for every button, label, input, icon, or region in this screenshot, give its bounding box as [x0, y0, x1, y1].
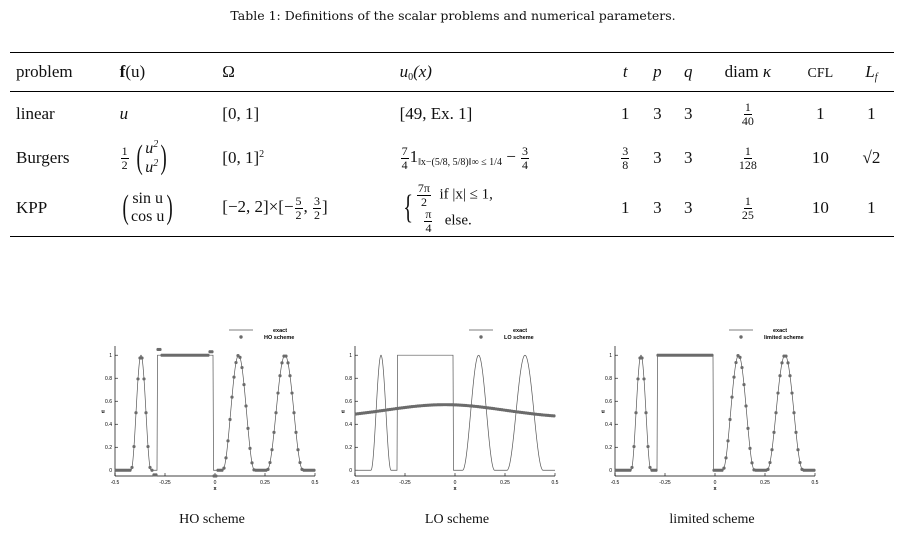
case1-den: 2	[420, 194, 427, 209]
data-point	[640, 356, 643, 359]
data-point	[158, 348, 161, 351]
domain-frac-2	[313, 195, 321, 221]
y-tick-label: 0.2	[605, 445, 612, 452]
legend-scheme-label: HO scheme	[264, 335, 295, 341]
u0-cases	[416, 182, 493, 234]
cell-flux	[114, 180, 217, 237]
u0-fraction-2	[521, 145, 529, 171]
chart-lo	[335, 316, 569, 502]
x-tick-label: -0.25	[659, 480, 671, 486]
data-point	[294, 431, 297, 434]
data-point	[738, 356, 741, 359]
legend-scheme-label: limited scheme	[764, 335, 804, 341]
x-axis-label: x	[213, 486, 217, 492]
data-point	[228, 418, 231, 421]
chart-lo-svg	[335, 316, 569, 502]
cell-flux: u	[119, 104, 129, 123]
data-point	[312, 469, 315, 472]
y-axis-label: u	[341, 409, 345, 415]
x-tick-label: 0.25	[760, 480, 770, 486]
case1-fraction	[417, 182, 431, 208]
header-u0-arg: (x)	[413, 61, 432, 81]
data-point	[746, 427, 749, 430]
domain-f1-den: 2	[295, 207, 302, 222]
cell-diam	[704, 136, 792, 180]
data-point	[136, 377, 139, 380]
cell-domain	[216, 180, 393, 237]
y-tick-label: 0.8	[105, 376, 112, 383]
u0-fraction	[401, 145, 409, 171]
y-tick-label: 0.6	[345, 399, 352, 406]
u0-minus: −	[506, 146, 516, 166]
domain-mid: ,	[303, 197, 313, 217]
flux-vector: ( sin u cos u )	[122, 189, 174, 227]
data-point	[278, 374, 281, 377]
legend-marker-swatch	[239, 335, 242, 338]
legend-marker-swatch	[739, 335, 742, 338]
data-point	[646, 445, 649, 448]
x-tick-label: 0	[453, 480, 457, 486]
header-cfl	[792, 53, 849, 92]
header-t: t	[622, 62, 628, 81]
case-2	[416, 208, 493, 234]
data-point	[784, 354, 787, 357]
data-point	[296, 448, 299, 451]
data-point	[284, 354, 287, 357]
y-tick-label: 0.6	[105, 399, 112, 406]
u0-frac2-num: 3	[522, 143, 529, 158]
flux-top: u	[145, 139, 154, 157]
cell-p: 3	[653, 198, 662, 218]
data-point	[132, 445, 135, 448]
flux-bottom: u	[145, 159, 154, 176]
header-diam-label: diam	[724, 62, 759, 81]
data-point	[154, 473, 157, 476]
data-point	[644, 411, 647, 414]
y-axis-label: u	[601, 409, 605, 415]
data-point	[134, 411, 137, 414]
data-point	[240, 366, 243, 369]
y-tick-label: 0.2	[345, 445, 352, 452]
header-flux-symbol: f	[119, 62, 126, 81]
cell-problem: KPP	[16, 198, 48, 218]
flux-top: sin u	[132, 189, 163, 207]
header-cfl-label: CFL	[807, 66, 834, 81]
domain-end: ]	[322, 197, 328, 217]
cell-problem: linear	[16, 104, 55, 123]
domain-f2-num: 3	[314, 194, 321, 209]
header-problem: problem	[16, 62, 73, 81]
flux-bottom: cos u	[130, 208, 165, 226]
x-tick-label: 0.25	[500, 480, 510, 486]
data-point	[280, 361, 283, 364]
data-point	[226, 439, 229, 442]
data-point	[654, 469, 657, 472]
data-point	[142, 377, 145, 380]
cell-problem: Burgers	[16, 148, 70, 167]
x-tick-label: 0	[213, 480, 217, 486]
data-point	[230, 396, 233, 399]
flux-frac-den: 2	[121, 157, 128, 172]
y-tick-label: 0	[609, 468, 612, 475]
data-point	[812, 469, 815, 472]
data-point	[628, 469, 631, 472]
flux-fraction	[121, 145, 129, 171]
table-row-kpp	[10, 180, 894, 237]
cell-lf: 1	[867, 104, 876, 123]
header-domain: Ω	[222, 62, 235, 81]
data-point	[750, 461, 753, 464]
data-point	[274, 411, 277, 414]
data-point	[788, 374, 791, 377]
header-flux-arg: (u)	[125, 62, 146, 81]
data-point	[272, 431, 275, 434]
table-header-row	[10, 53, 894, 92]
legend-marker-swatch	[479, 335, 482, 338]
header-flux	[114, 53, 217, 92]
data-point	[232, 376, 235, 379]
cell-cfl: 1	[816, 104, 825, 123]
data-point	[286, 361, 289, 364]
data-point	[144, 411, 147, 414]
data-point	[730, 396, 733, 399]
cell-cfl: 10	[811, 148, 829, 167]
cell-initial-condition	[394, 136, 609, 180]
data-point	[632, 445, 635, 448]
data-point	[276, 391, 279, 394]
diam-num: 1	[744, 99, 751, 114]
cell-q: 3	[684, 104, 693, 123]
x-tick-label: -0.5	[350, 480, 360, 486]
cell-lf: 1	[867, 198, 876, 218]
header-p: p	[653, 62, 662, 81]
data-point	[792, 411, 795, 414]
cell-t	[609, 136, 642, 180]
domain-sup: 2	[259, 149, 265, 160]
data-point	[772, 431, 775, 434]
x-tick-label: -0.5	[610, 480, 620, 486]
data-point	[722, 466, 725, 469]
data-point	[222, 466, 225, 469]
cell-t: 1	[621, 198, 630, 218]
x-axis-label: x	[713, 486, 717, 492]
data-point	[648, 466, 651, 469]
y-tick-label: 1	[609, 353, 612, 360]
table-row-burgers	[10, 136, 894, 180]
u0-frac-den: 4	[401, 157, 408, 172]
domain-a: [−2, 2]×[−	[222, 197, 294, 217]
data-point	[290, 391, 293, 394]
case2-fraction	[424, 208, 432, 234]
diam-fraction	[741, 195, 755, 221]
case-1	[416, 182, 493, 208]
data-point	[642, 377, 645, 380]
data-point	[734, 361, 737, 364]
data-point	[266, 468, 269, 471]
x-tick-label: -0.25	[399, 480, 411, 486]
case2-num: π	[425, 207, 432, 222]
header-kappa: κ	[762, 62, 772, 81]
y-tick-label: 0.6	[605, 399, 612, 406]
data-point	[206, 354, 209, 357]
data-point	[770, 448, 773, 451]
flux-frac-num: 1	[121, 143, 128, 158]
domain-f2-den: 2	[314, 207, 321, 222]
y-tick-label: 0.8	[605, 376, 612, 383]
u0-frac-num: 7	[401, 143, 408, 158]
data-point	[244, 404, 247, 407]
data-point	[224, 456, 227, 459]
data-point	[780, 361, 783, 364]
data-point	[732, 376, 735, 379]
data-point	[724, 456, 727, 459]
legend-exact-label: exact	[773, 328, 788, 334]
data-point	[292, 411, 295, 414]
cell-cfl: 10	[811, 198, 829, 218]
x-tick-label: -0.25	[159, 480, 171, 486]
data-point	[798, 461, 801, 464]
y-tick-label: 0.2	[105, 445, 112, 452]
data-point	[766, 468, 769, 471]
diam-num: 1	[744, 143, 751, 158]
data-point	[246, 427, 249, 430]
header-lf-symbol: L	[865, 61, 875, 81]
x-tick-label: -0.5	[110, 480, 120, 486]
t-fraction	[621, 145, 629, 171]
data-point	[250, 461, 253, 464]
data-point	[742, 383, 745, 386]
data-point	[210, 350, 213, 353]
y-tick-label: 0.4	[345, 422, 352, 429]
diam-den: 40	[741, 113, 754, 128]
header-u0-sub: 0	[408, 71, 414, 83]
y-tick-label: 1	[109, 353, 112, 360]
data-point	[728, 418, 731, 421]
domain-f1-num: 5	[295, 194, 302, 209]
cell-p: 3	[653, 148, 662, 167]
diam-num: 1	[744, 194, 751, 209]
legend-exact-label: exact	[513, 328, 528, 334]
data-point	[768, 461, 771, 464]
chart-limited	[595, 316, 829, 502]
data-point	[234, 361, 237, 364]
data-point	[214, 474, 217, 477]
cell-initial-condition: [49, Ex. 1]	[399, 104, 473, 123]
chart-limited-svg	[595, 316, 829, 502]
data-point	[774, 411, 777, 414]
data-point	[790, 391, 793, 394]
data-point	[634, 411, 637, 414]
data-point	[726, 439, 729, 442]
header-lf-sub: f	[874, 71, 878, 83]
t-den: 8	[622, 157, 629, 172]
data-point	[140, 356, 143, 359]
table-caption: Table 1: Definitions of the scalar problems and numerical parameters.	[230, 8, 676, 23]
y-tick-label: 0.4	[105, 422, 112, 429]
data-point	[630, 466, 633, 469]
data-point	[238, 356, 241, 359]
cell-q: 3	[684, 198, 693, 218]
u0-frac2-den: 4	[522, 157, 529, 172]
data-point	[744, 404, 747, 407]
chart-ho-caption: HO scheme	[179, 512, 245, 527]
chart-limited-caption: limited scheme	[669, 512, 755, 527]
cell-domain	[216, 136, 393, 180]
case2-den: 4	[425, 220, 432, 235]
header-lf	[849, 53, 894, 92]
cell-domain: [0, 1]	[222, 104, 260, 123]
data-point	[130, 466, 133, 469]
data-point	[552, 414, 555, 417]
x-tick-label: 0.5	[811, 480, 819, 486]
case1-num: 7π	[417, 181, 430, 195]
y-tick-label: 0.4	[605, 422, 612, 429]
diam-fraction	[741, 101, 755, 127]
data-point	[298, 461, 301, 464]
data-point	[748, 447, 751, 450]
chart-ho-svg	[95, 316, 329, 502]
header-initial-condition	[394, 53, 609, 92]
data-point	[786, 361, 789, 364]
y-axis-label: u	[101, 409, 105, 415]
x-axis-label: x	[453, 486, 457, 492]
u0-indicator: 1	[409, 146, 419, 166]
diam-den: 25	[741, 207, 754, 222]
u0-indicator-subscript: ‖x−(5/8, 5/8)‖∞ ≤ 1/4	[418, 156, 502, 168]
data-point	[796, 448, 799, 451]
flux-top-sup: 2	[153, 138, 159, 150]
domain-text: [0, 1]	[222, 148, 260, 167]
cell-lf: √2	[862, 148, 881, 167]
data-point	[740, 366, 743, 369]
data-point	[148, 466, 151, 469]
case2-condition: else.	[444, 212, 472, 229]
domain-frac-1	[295, 195, 303, 221]
data-point	[288, 374, 291, 377]
header-q: q	[684, 62, 693, 81]
cell-p: 3	[653, 104, 662, 123]
data-point	[778, 374, 781, 377]
y-tick-label: 0.8	[345, 376, 352, 383]
data-point	[268, 461, 271, 464]
diam-fraction	[738, 145, 758, 171]
y-tick-label: 1	[349, 353, 352, 360]
cell-flux	[114, 136, 217, 180]
cell-q: 3	[684, 148, 693, 167]
data-point	[150, 469, 153, 472]
x-tick-label: 0.5	[311, 480, 319, 486]
data-point	[776, 391, 779, 394]
flux-bottom-sup: 2	[153, 158, 159, 169]
y-tick-label: 0	[109, 468, 112, 475]
data-point	[242, 383, 245, 386]
x-tick-label: 0.5	[551, 480, 559, 486]
data-point	[710, 354, 713, 357]
header-diam	[704, 53, 792, 92]
data-point	[146, 445, 149, 448]
flux-vector: ( $u^2$ $u^2$ )	[136, 138, 168, 176]
legend-scheme-label: LO scheme	[504, 335, 534, 341]
table-row-linear	[10, 92, 894, 137]
data-point	[248, 447, 251, 450]
chart-ho	[95, 316, 329, 502]
t-num: 3	[622, 143, 629, 158]
data-point	[636, 377, 639, 380]
chart-lo-caption: LO scheme	[424, 512, 490, 527]
data-point	[794, 431, 797, 434]
cell-diam	[704, 92, 792, 137]
case1-condition: if |x| ≤ 1,	[439, 186, 493, 203]
header-u0-symbol: u	[399, 61, 409, 81]
cell-t: 1	[621, 104, 630, 123]
x-tick-label: 0	[713, 480, 717, 486]
parameters-table	[10, 52, 894, 237]
data-point	[270, 448, 273, 451]
cell-initial-condition: { $\frac{7\pi}{2}$ if |x| ≤ 1, $\frac{\pi}{4}$ else.	[402, 181, 493, 235]
diam-den: 128	[738, 157, 757, 172]
legend-exact-label: exact	[273, 328, 288, 334]
data-point	[128, 469, 131, 472]
x-tick-label: 0.25	[260, 480, 270, 486]
cell-diam	[704, 180, 792, 237]
y-tick-label: 0	[349, 468, 352, 475]
